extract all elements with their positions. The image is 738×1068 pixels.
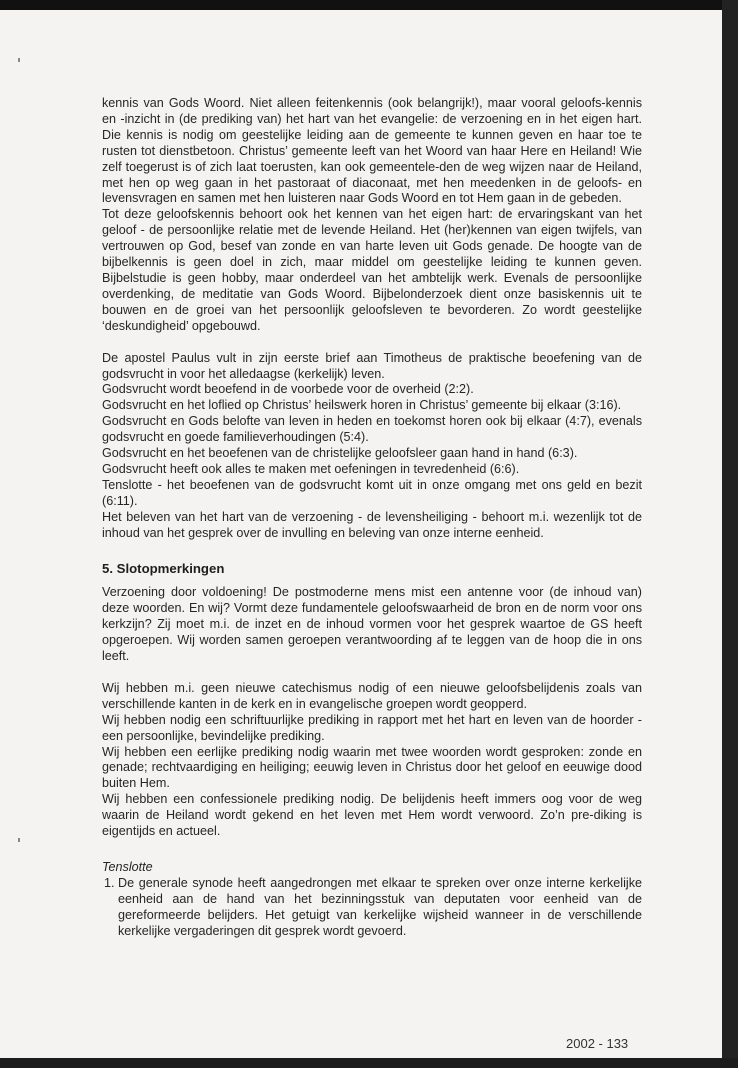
paragraph: Tot deze geloofskennis behoort ook het kennen van het eigen hart: de ervaringskant van het geloof - de persoonlijke relatie met de levende Heiland. Het (her)kennen van eigen twijfels, van vertrouwen op God, besef van zonde en van harte leven uit Gods genade. De hoogte van de bijbelkennis is geen doel in zich, maar middel om geestelijke leiding te kunnen geven. Bijbelstudie is geen hobby, maar onderdeel van het ambtelijk werk. Evenals de persoonlijke overdenking, de meditatie van Gods Woord. Bijbelonderzoek dient onze basiskennis uit te bouwen en de groei van het persoonlijk geloofsleven te bevorderen. Zo wordt geestelijke ‘deskundigheid’ opgebouwd. [102, 207, 642, 333]
paragraph: Godsvrucht en het beoefenen van de christelijke geloofsleer gaan hand in hand (6:3). [102, 446, 578, 461]
paragraph: Godsvrucht heeft ook alles te maken met oefeningen in tevredenheid (6:6). [102, 461, 520, 476]
paragraph: Wij hebben nodig een schriftuurlijke prediking in rapport met het hart en leven van de hoorder - een persoonlijke, bevindelijke prediking. [102, 712, 642, 743]
paragraph: Godsvrucht en Gods belofte van leven in heden en toekomst horen ook bij elkaar (4:7), evenals godsvrucht en goede familieverhoudingen (5:4). [102, 414, 642, 445]
document-page [0, 10, 722, 1060]
list-item: 1. De generale synode heeft aangedrongen met elkaar te spreken over onze interne kerkelijke eenheid aan de hand van het bezinningsstuk van deputaten voor eenheid van de gereformeerde belijders. Het getuigt van kerkelijke wijsheid wanneer in de verschillende kerkelijke vergaderingen dit gesprek wordt gevoerd. [118, 876, 642, 940]
paragraph: kennis van Gods Woord. Niet alleen feitenkennis (ook belangrijk!), maar vooral geloofs-kennis en -inzicht in (de prediking van) het hart van het evangelie: de verzoening en in het eigen hart. Die kennis is nodig om geestelijke leiding aan de gemeente te kunnen geven en haar toe te rusten tot dienstbetoon. Christus’ gemeente leeft van het Woord van haar Here en Heiland! Wie zelf toegerust is of zich laat toerusten, kan ook gemeentele-den de weg wijzen naar de Heiland, met hen op weg gaan in het pastoraat of diaconaat, met hen meedenken in de geloofs- en levensvragen en samen met hen luisteren naar Gods Woord en tot Hem gaan in de gebeden. [102, 96, 642, 206]
paragraph: Godsvrucht en het loflied op Christus’ heilswerk horen in Christus’ gemeente bij elkaar (3:16). [102, 398, 622, 413]
paragraph: Wij hebben m.i. geen nieuwe catechismus nodig of een nieuwe geloofsbelijdenis zoals van verschillende kanten in de kerk en in evangelische groepen wordt geopperd. [102, 680, 642, 711]
paragraph: Het beleven van het hart van de verzoening - de levensheiliging - behoort m.i. wezenlijk tot de inhoud van het gesprek over de invulling en beleving van onze interne eenheid. [102, 509, 642, 540]
paragraph: Tenslotte - het beoefenen van de godsvrucht komt uit in onze omgang met ons geld en bezit (6:11). [102, 477, 642, 508]
numbered-list [102, 876, 642, 940]
margin-mark [18, 58, 20, 62]
body-text [102, 96, 642, 940]
paragraph: Wij hebben een confessionele prediking nodig. De belijdenis heeft immers oog voor de weg waarin de Heiland wordt gekend en het leven met Hem wordt verwoord. Zo’n pre-diking is eigentijds en actueel. [102, 792, 642, 839]
scan-right-border [722, 0, 738, 1068]
section-heading: 5. Slotopmerkingen [102, 561, 225, 577]
paragraph: Godsvrucht wordt beoefend in de voorbede voor de overheid (2:2). [102, 382, 474, 397]
subheading-tenslotte: Tenslotte [102, 859, 153, 874]
margin-mark [18, 838, 20, 842]
paragraph: Verzoening door voldoening! De postmoderne mens mist een antenne voor (de inhoud van) deze woorden. En wij? Vormt deze fundamentele geloofswaarheid de bron en de norm voor ons kerkzijn? Zij moet m.i. de inzet en de inhoud vormen voor het gesprek waartoe de GS heeft opgeroepen. Wij worden samen geroepen verantwoording af te leggen van de hoop die in ons leeft. [102, 585, 642, 663]
page-number: 2002 - 133 [566, 1036, 629, 1051]
scan-bottom-border [0, 1058, 738, 1068]
paragraph: De apostel Paulus vult in zijn eerste brief aan Timotheus de praktische beoefening van de godsvrucht in voor het alledaagse (kerkelijk) leven. [102, 350, 642, 381]
paragraph: Wij hebben een eerlijke prediking nodig waarin met twee woorden wordt gesproken: zonde en genade; rechtvaardiging en heiliging; eeuwig leven in Christus door het geloof en eeuwige dood buiten Hem. [102, 744, 642, 791]
